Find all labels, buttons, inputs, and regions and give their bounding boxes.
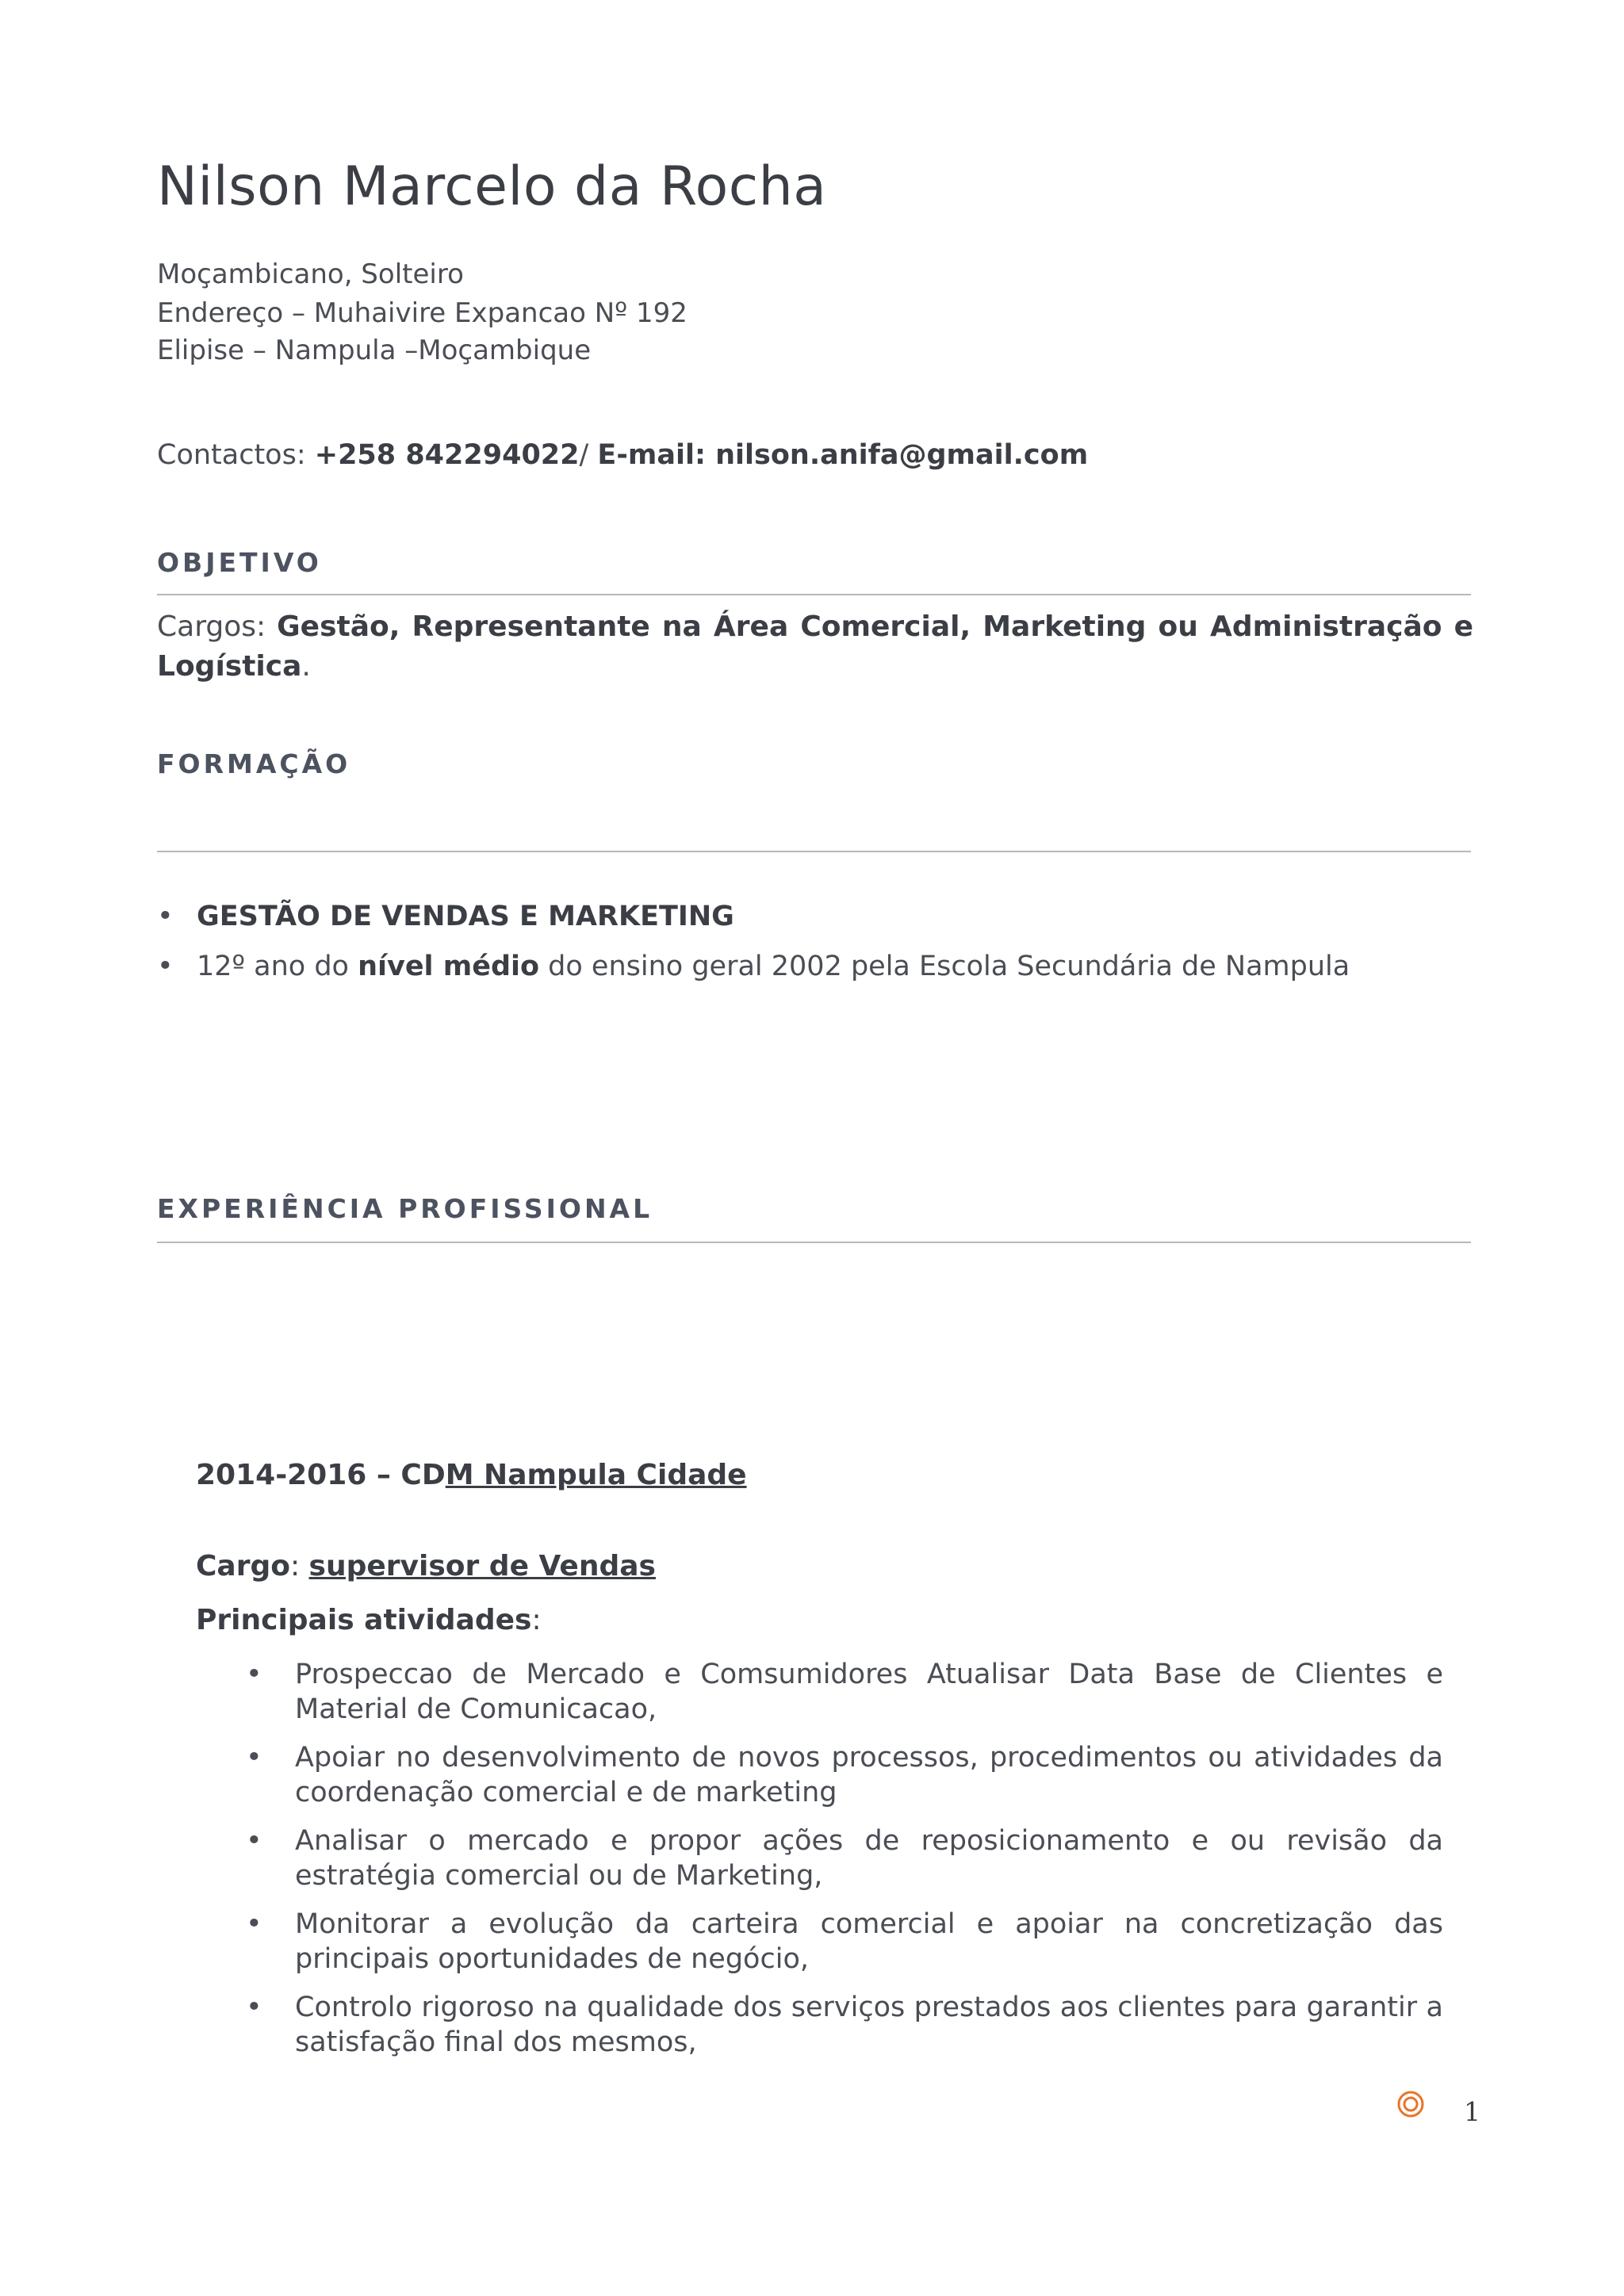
bullet-icon: • (157, 901, 174, 932)
section-divider (157, 851, 1471, 852)
activity-text: Analisar o mercado e propor ações de reposicionamento e ou revisão da estratégia comercial ou de Marketing, (295, 1825, 1443, 1892)
bullet-icon: • (246, 1659, 262, 1690)
activities-label: Principais atividades (196, 1604, 532, 1636)
contacts-label: Contactos: (157, 439, 315, 471)
section-title-objetivo: OBJETIVO (157, 547, 322, 578)
address-line: Endereço – Muhaivire Expancao Nº 192 (157, 297, 688, 329)
candidate-name: Nilson Marcelo da Rocha (157, 155, 827, 218)
job-activities-heading (196, 1604, 542, 1636)
job-cargo-label: Cargo (196, 1550, 290, 1582)
activity-item (246, 1740, 1443, 1810)
job-period-company (196, 1459, 747, 1491)
nationality-status: Moçambicano, Solteiro (157, 258, 464, 290)
section-title-experiencia: EXPERIÊNCIA PROFISSIONAL (157, 1193, 653, 1224)
activity-item (246, 1823, 1443, 1893)
activity-text: Prospeccao de Mercado e Comsumidores Atualisar Data Base de Clientes e Material de Comunicacao, (295, 1659, 1443, 1725)
activity-text: Controlo rigoroso na qualidade dos serviços prestados aos clientes para garantir a satisfação final dos mesmos, (295, 1992, 1443, 2058)
job-cargo-sep: : (289, 1550, 309, 1582)
job-period: 2014-2016 – CD (196, 1459, 446, 1491)
education-item (157, 951, 1350, 982)
spiral-icon (1396, 2090, 1425, 2118)
bullet-icon: • (246, 1908, 262, 1940)
education-text-pre: 12º ano do (197, 951, 358, 982)
education-text-post: do ensino geral 2002 pela Escola Secundária de Nampula (539, 951, 1350, 982)
activities-sep: : (531, 1604, 542, 1636)
page-number: 1 (1464, 2096, 1480, 2127)
job-cargo-value: supervisor de Vendas (308, 1550, 656, 1582)
education-course: GESTÃO DE VENDAS E MARKETING (197, 901, 734, 932)
activity-item (246, 1990, 1443, 2060)
phone-number: +258 842294022 (314, 439, 580, 471)
activity-text: Monitorar a evolução da carteira comercial e apoiar na concretização das principais oportunidades de negócio, (295, 1908, 1443, 1975)
section-divider (157, 594, 1471, 595)
activity-item (246, 1907, 1443, 1976)
education-level: nível médio (358, 951, 540, 982)
city-line: Elipise – Nampula –Moçambique (157, 335, 592, 366)
job-company: M Nampula Cidade (445, 1459, 747, 1491)
section-divider (157, 1242, 1471, 1243)
cargos-value: Gestão, Representante na Área Comercial, Marketing ou Administração e Logística (157, 610, 1473, 683)
bullet-icon: • (246, 1825, 262, 1857)
activity-text: Apoiar no desenvolvimento de novos processos, procedimentos ou atividades da coordenação comercial e de marketing (295, 1742, 1443, 1808)
cargos-label: Cargos: (157, 610, 278, 643)
contacts-separator: / (579, 439, 598, 471)
cargos-period: . (301, 650, 311, 683)
activity-item (246, 1657, 1443, 1727)
objective-cargos (157, 607, 1473, 687)
job-cargo (196, 1550, 656, 1582)
contacts-line (157, 439, 1088, 471)
education-item (157, 901, 734, 932)
bullet-icon: • (246, 1742, 262, 1774)
section-title-formacao: FORMAÇÃO (157, 748, 351, 779)
bullet-icon: • (157, 951, 174, 982)
bullet-icon: • (246, 1992, 262, 2023)
email-address: E-mail: nilson.anifa@gmail.com (597, 439, 1089, 471)
